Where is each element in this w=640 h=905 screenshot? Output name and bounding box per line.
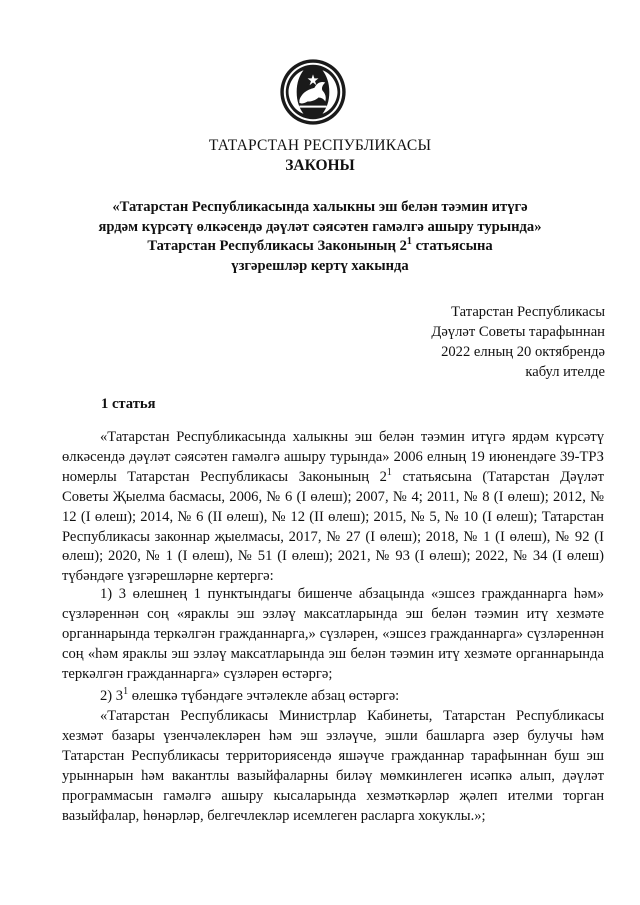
subject-text: Татарстан Республикасы Законының 2 — [147, 238, 407, 254]
paragraph-text: «Татарстан Республикасында халыкны эш белән тәэмин итүгә ярдәм күрсәтү өлкәсендә дәүләт сәясәтен гамәлгә ашыру турында» 2006 елның 19 июнендәге 39-ТРЗ номерлы Татарстан Республикасы Законының 2 — [62, 429, 604, 485]
adoption-line: Татарстан Республикасы — [451, 304, 605, 320]
law-title: ЗАКОНЫ — [285, 157, 355, 174]
subject-text: статьясына — [411, 238, 493, 254]
article-paragraph — [62, 428, 604, 587]
article-paragraph: 1) 3 өлешнең 1 пунктындагы бишенче абзацында «эшсез гражданнарга һәм» сүзләреннән соң «яраклы эш эзләү максатларында эш белән тәэмин итү хезмәте органнарында теркәлгән гражданнарга,» сүзләрен, «эшсез гражданнарга» сүзләреннән соң «һәм яраклы эш эзләү максатларында эш белән тәэмин итү хезмәте органнарында теркәлгән гражданнарга» сүзләрен өстәргә; — [62, 586, 604, 682]
subject-superscript: 1 — [406, 236, 412, 248]
article-paragraph: «Татарстан Республикасы Министрлар Кабинеты, Татарстан Республикасы хезмәт базары үзенчәлекләрен һәм эш эзләүче, эшли башларга әзер булучы һәм Татарстан Республикасы территориясендә яшәүче гражданнар тарафыннан буш эш урыннарын һәм вакантлы вазыйфаларны биләү мөмкинлеген исәпкә алып, дәүләт программасын гамәлгә ашыру кысаларында хезмәткәрләр җәлеп ителми торган вазыйфалар, һөнәрләр, белгечлекләр исемлеген расларга хокуклы.»; — [62, 708, 604, 824]
paragraph-text: 2) 3 — [100, 688, 124, 704]
adoption-block — [431, 302, 605, 382]
paragraph-superscript: 1 — [123, 686, 129, 698]
adoption-line: кабул ителде — [525, 364, 605, 380]
paragraph-superscript: 1 — [386, 466, 392, 478]
subject-line: үзгәрешләр кертү хакында — [231, 257, 409, 274]
article-heading: 1 статья — [101, 396, 156, 412]
tatarstan-emblem-icon — [279, 58, 347, 126]
article-paragraph — [62, 687, 604, 707]
subject-line: «Татарстан Республикасында халыкны эш белән тәэмин итүгә — [112, 199, 528, 215]
paragraph-text: статьясына (Татарстан Дәүләт Советы Җыелма басмасы, 2006, № 6 (I өлеш); 2007, № 4; 2011, № 8 (I өлеш); 2012, № 12 (I өлеш); 2014, № 6 (II өлеш), № 12 (II өлеш); 2015, № 5, № 10 (I өлеш); Татарстан Республикасы законнар җыелмасы, 2017, № 27 (I өлеш); 2018, № 1 (I өлеш), № 92 (I өлеш); 2020, № 1 (I өлеш), № 51 (I өлеш); 2021, № 93 (I өлеш); 2022, № 34 (I өлеш) түбәндәге үзгәрешләрне кертергә: — [62, 468, 604, 585]
republic-title: ТАТАРСТАН РЕСПУБЛИКАСЫ — [208, 137, 432, 154]
adoption-line: Дәүләт Советы тарафыннан — [431, 324, 605, 340]
subject-line — [70, 237, 570, 257]
adoption-line: 2022 елның 20 октябрендә — [441, 344, 605, 360]
law-subject — [70, 198, 570, 276]
subject-line: ярдәм күрсәтү өлкәсендә дәүләт сәясәтен гамәлгә ашыру турында» — [98, 218, 542, 235]
paragraph-text: өлешкә түбәндәге эчтәлекле абзац өстәргә: — [128, 688, 400, 704]
